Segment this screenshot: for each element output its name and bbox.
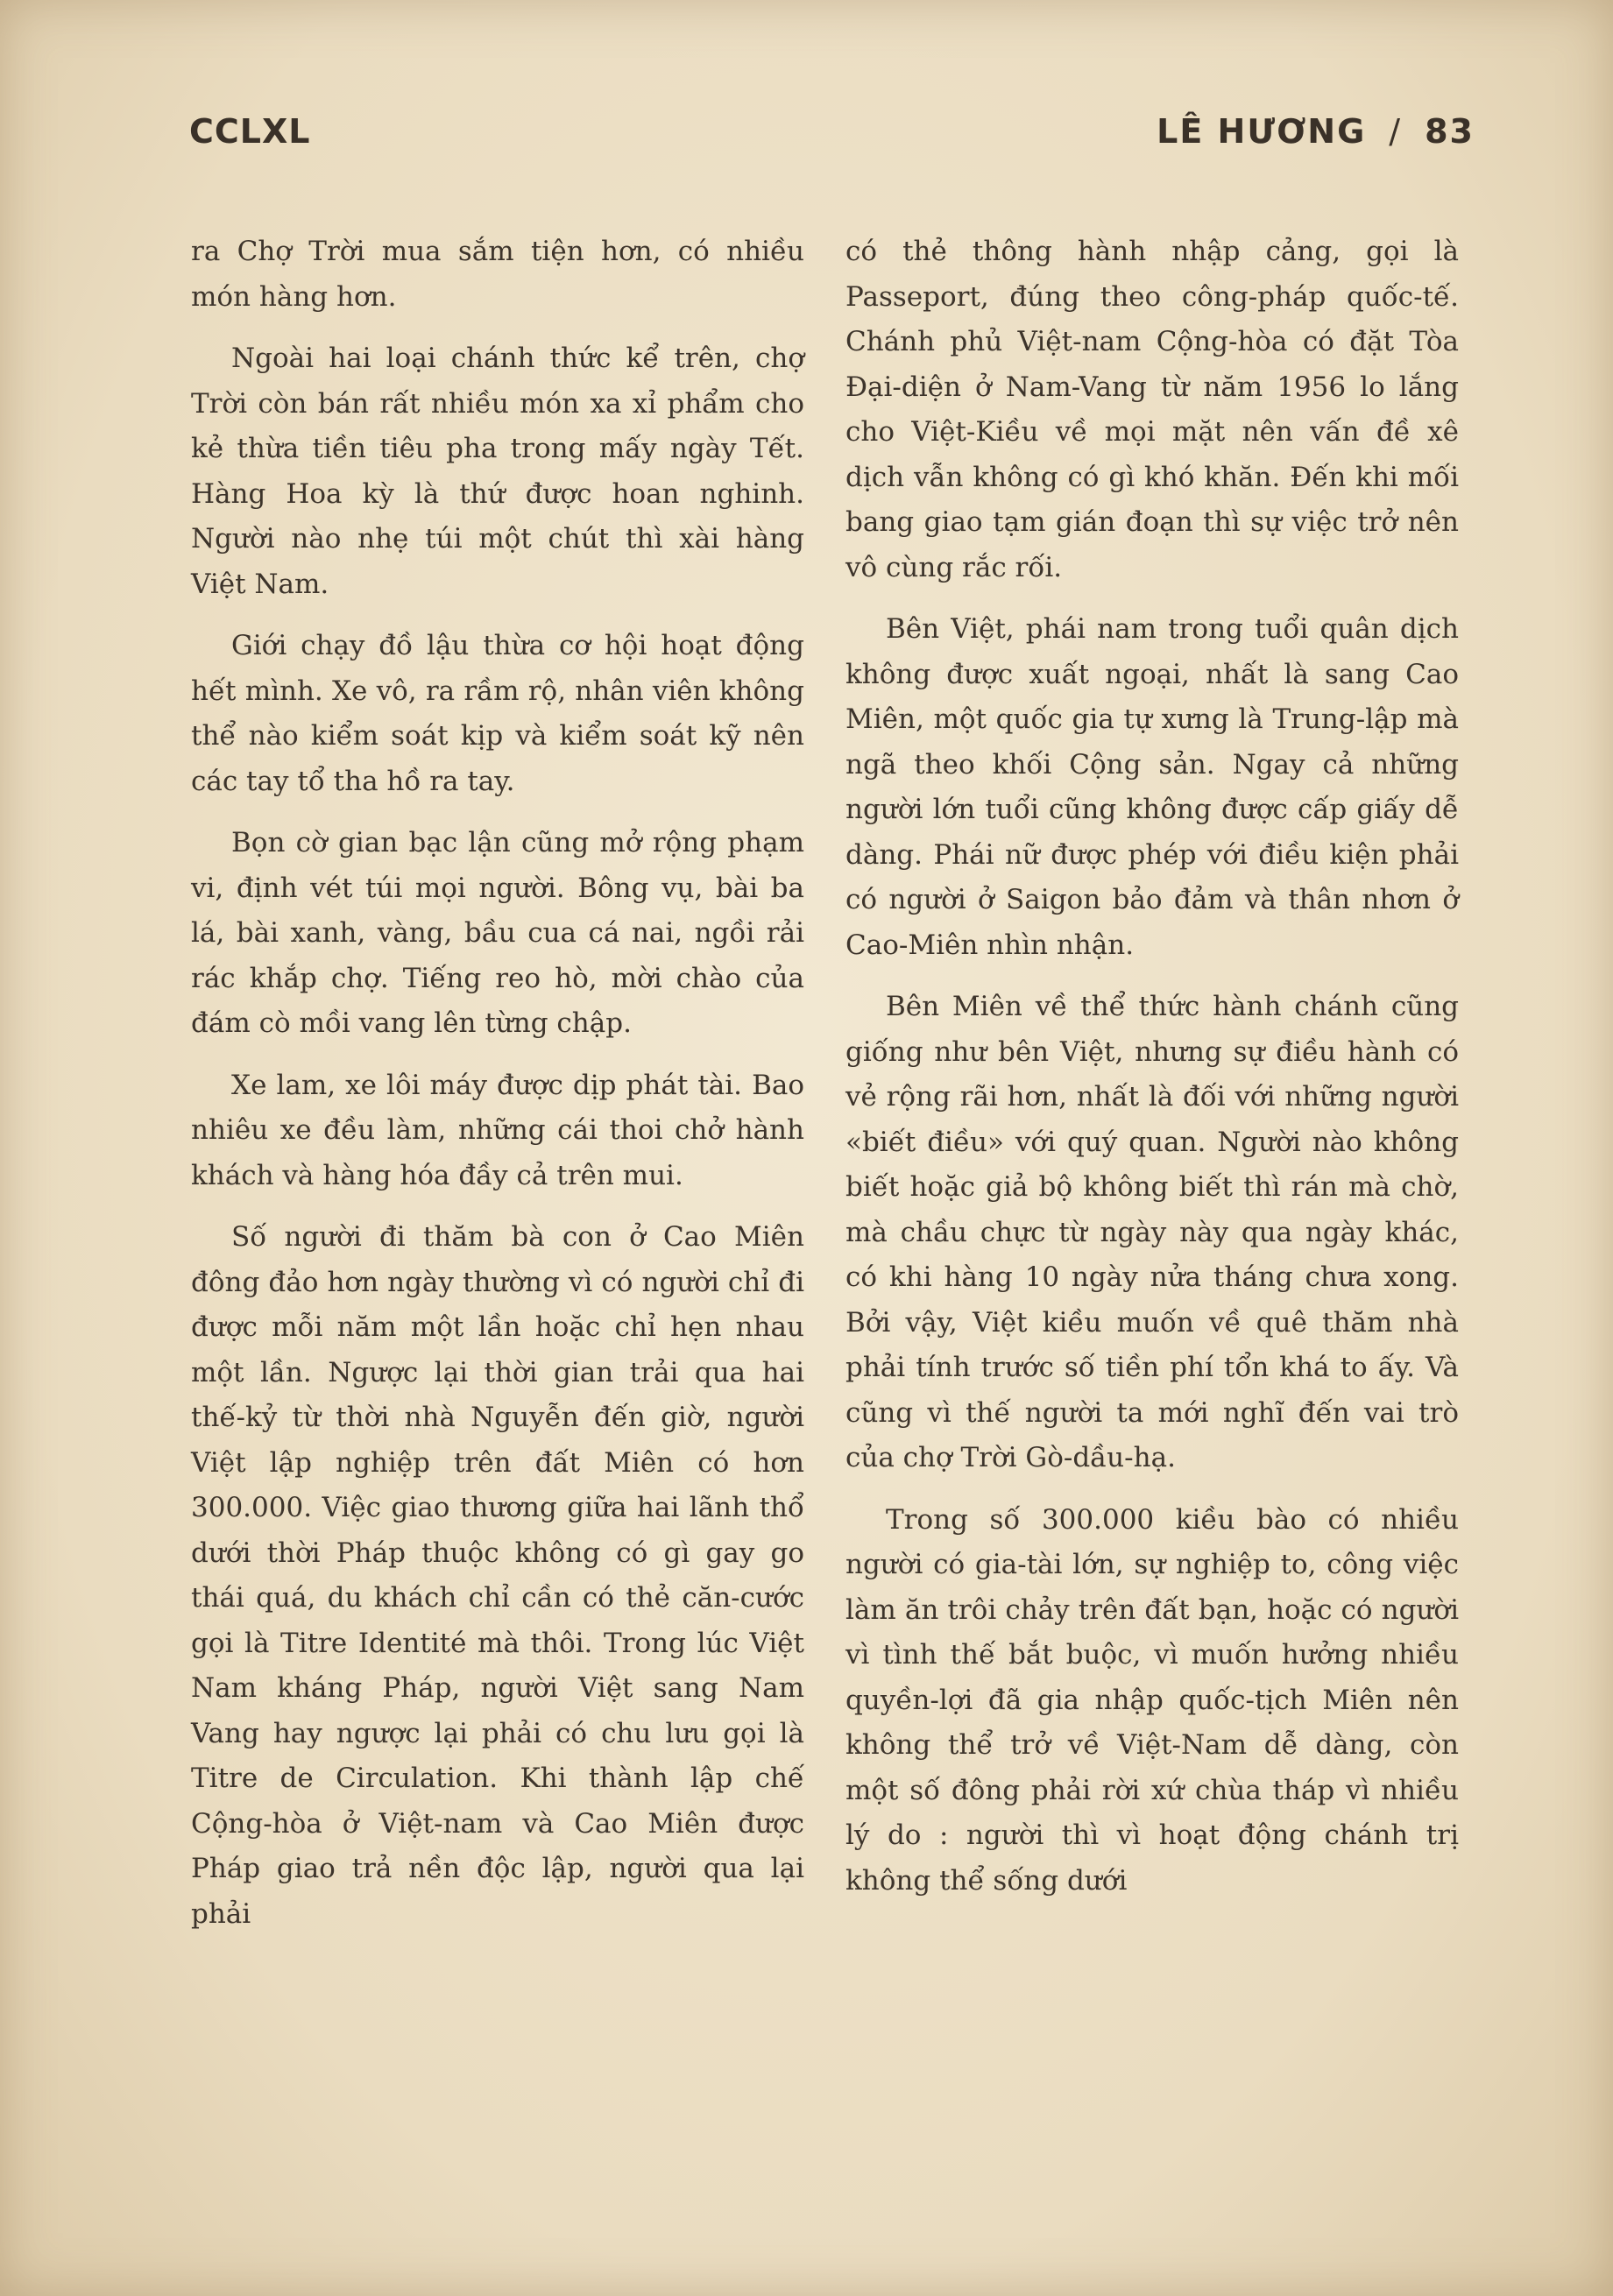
- paragraph: Bên Việt, phái nam trong tuổi quân dịch không được xuất ngoại, nhất là sang Cao Miên, một quốc gia tự xưng là Trung-lập mà ngã theo khối Cộng sản. Ngay cả những người lớn tuổi cũng không được cấp giấy dễ dàng. Phái nữ được phép với điều kiện phải có người ở Saigon bảo đảm và thân nhơn ở Cao-Miên nhìn nhận.: [845, 613, 1459, 961]
- running-head-author: LÊ HƯƠNG: [1157, 112, 1367, 151]
- paragraph: Bọn cờ gian bạc lận cũng mở rộng phạm vi, định vét túi mọi người. Bông vụ, bài ba lá, bài xanh, vàng, bầu cua cá nai, ngồi rải rác khắp chợ. Tiếng reo hò, mời chào của đám cò mồi vang lên từng chập.: [191, 827, 804, 1039]
- paragraph: Ngoài hai loại chánh thức kể trên, chợ Trời còn bán rất nhiều món xa xỉ phẩm cho kẻ thừa tiền tiêu pha trong mấy ngày Tết. Hàng Hoa kỳ là thứ được hoan nghinh. Người nào nhẹ túi một chút thì xài hàng Việt Nam.: [191, 343, 804, 600]
- running-head-chapter: CCLXL: [189, 112, 311, 151]
- running-head-separator: /: [1389, 112, 1403, 151]
- paragraph: Giới chạy đồ lậu thừa cơ hội hoạt động hết mình. Xe vô, ra rầm rộ, nhân viên không thể nào kiểm soát kịp và kiểm soát kỹ nên các tay tổ tha hồ ra tay.: [191, 630, 804, 797]
- right-text-column: [845, 230, 1459, 1920]
- paragraph: có thẻ thông hành nhập cảng, gọi là Passeport, đúng theo công-pháp quốc-tế. Chánh phủ Việt-nam Cộng-hòa có đặt Tòa Đại-diện ở Nam-Vang từ năm 1956 lo lắng cho Việt-Kiều về mọi mặt nên vấn đề xê dịch vẫn không có gì khó khăn. Đến khi mối bang giao tạm gián đoạn thì sự việc trở nên vô cùng rắc rối.: [845, 236, 1459, 583]
- left-text-column: [191, 230, 804, 1953]
- paragraph: Xe lam, xe lôi máy được dịp phát tài. Bao nhiêu xe đều làm, những cái thoi chở hành khách và hàng hóa đầy cả trên mui.: [191, 1069, 804, 1191]
- paragraph: Bên Miên về thể thức hành chánh cũng giống như bên Việt, nhưng sự điều hành có vẻ rộng rãi hơn, nhất là đối với những người «biết điều» với quý quan. Người nào không biết hoặc giả bộ không biết thì rán mà chờ, mà chầu chực từ ngày này qua ngày khác, có khi hàng 10 ngày nửa tháng chưa xong. Bởi vậy, Việt kiều muốn về quê thăm nhà phải tính trước số tiền phí tổn khá to ấy. Và cũng vì thế người ta mới nghĩ đến vai trò của chợ Trời Gò-dầu-hạ.: [845, 991, 1459, 1473]
- running-head-right: [1157, 112, 1475, 151]
- paragraph: ra Chợ Trời mua sắm tiện hơn, có nhiều món hàng hơn.: [191, 236, 804, 313]
- paragraph: Trong số 300.000 kiều bào có nhiều người có gia-tài lớn, sự nghiệp to, công việc làm ăn trôi chảy trên đất bạn, hoặc có người vì tình thế bắt buộc, vì muốn hưởng nhiều quyền-lợi đã gia nhập quốc-tịch Miên nên không thể trở về Việt-Nam dễ dàng, còn một số đông phải rời xứ chùa tháp vì nhiều lý do : người thì vì hoạt động chánh trị không thể sống dưới: [845, 1503, 1459, 1897]
- page-number: 83: [1425, 112, 1475, 151]
- paragraph: Số người đi thăm bà con ở Cao Miên đông đảo hơn ngày thường vì có người chỉ đi được mỗi năm một lần hoặc chỉ hẹn nhau một lần. Ngược lại thời gian trải qua hai thế-kỷ từ thời nhà Nguyễn đến giờ, người Việt lập nghiệp trên đất Miên có hơn 300.000. Việc giao thương giữa hai lãnh thổ dưới thời Pháp thuộc không có gì gay go thái quá, du khách chỉ cần có thẻ căn-cước gọi là Titre Identité mà thôi. Trong lúc Việt Nam kháng Pháp, người Việt sang Nam Vang hay ngược lại phải có chu lưu gọi là Titre de Circulation. Khi thành lập chế Cộng-hòa ở Việt-nam và Cao Miên được Pháp giao trả nền độc lập, người qua lại phải: [191, 1221, 804, 1930]
